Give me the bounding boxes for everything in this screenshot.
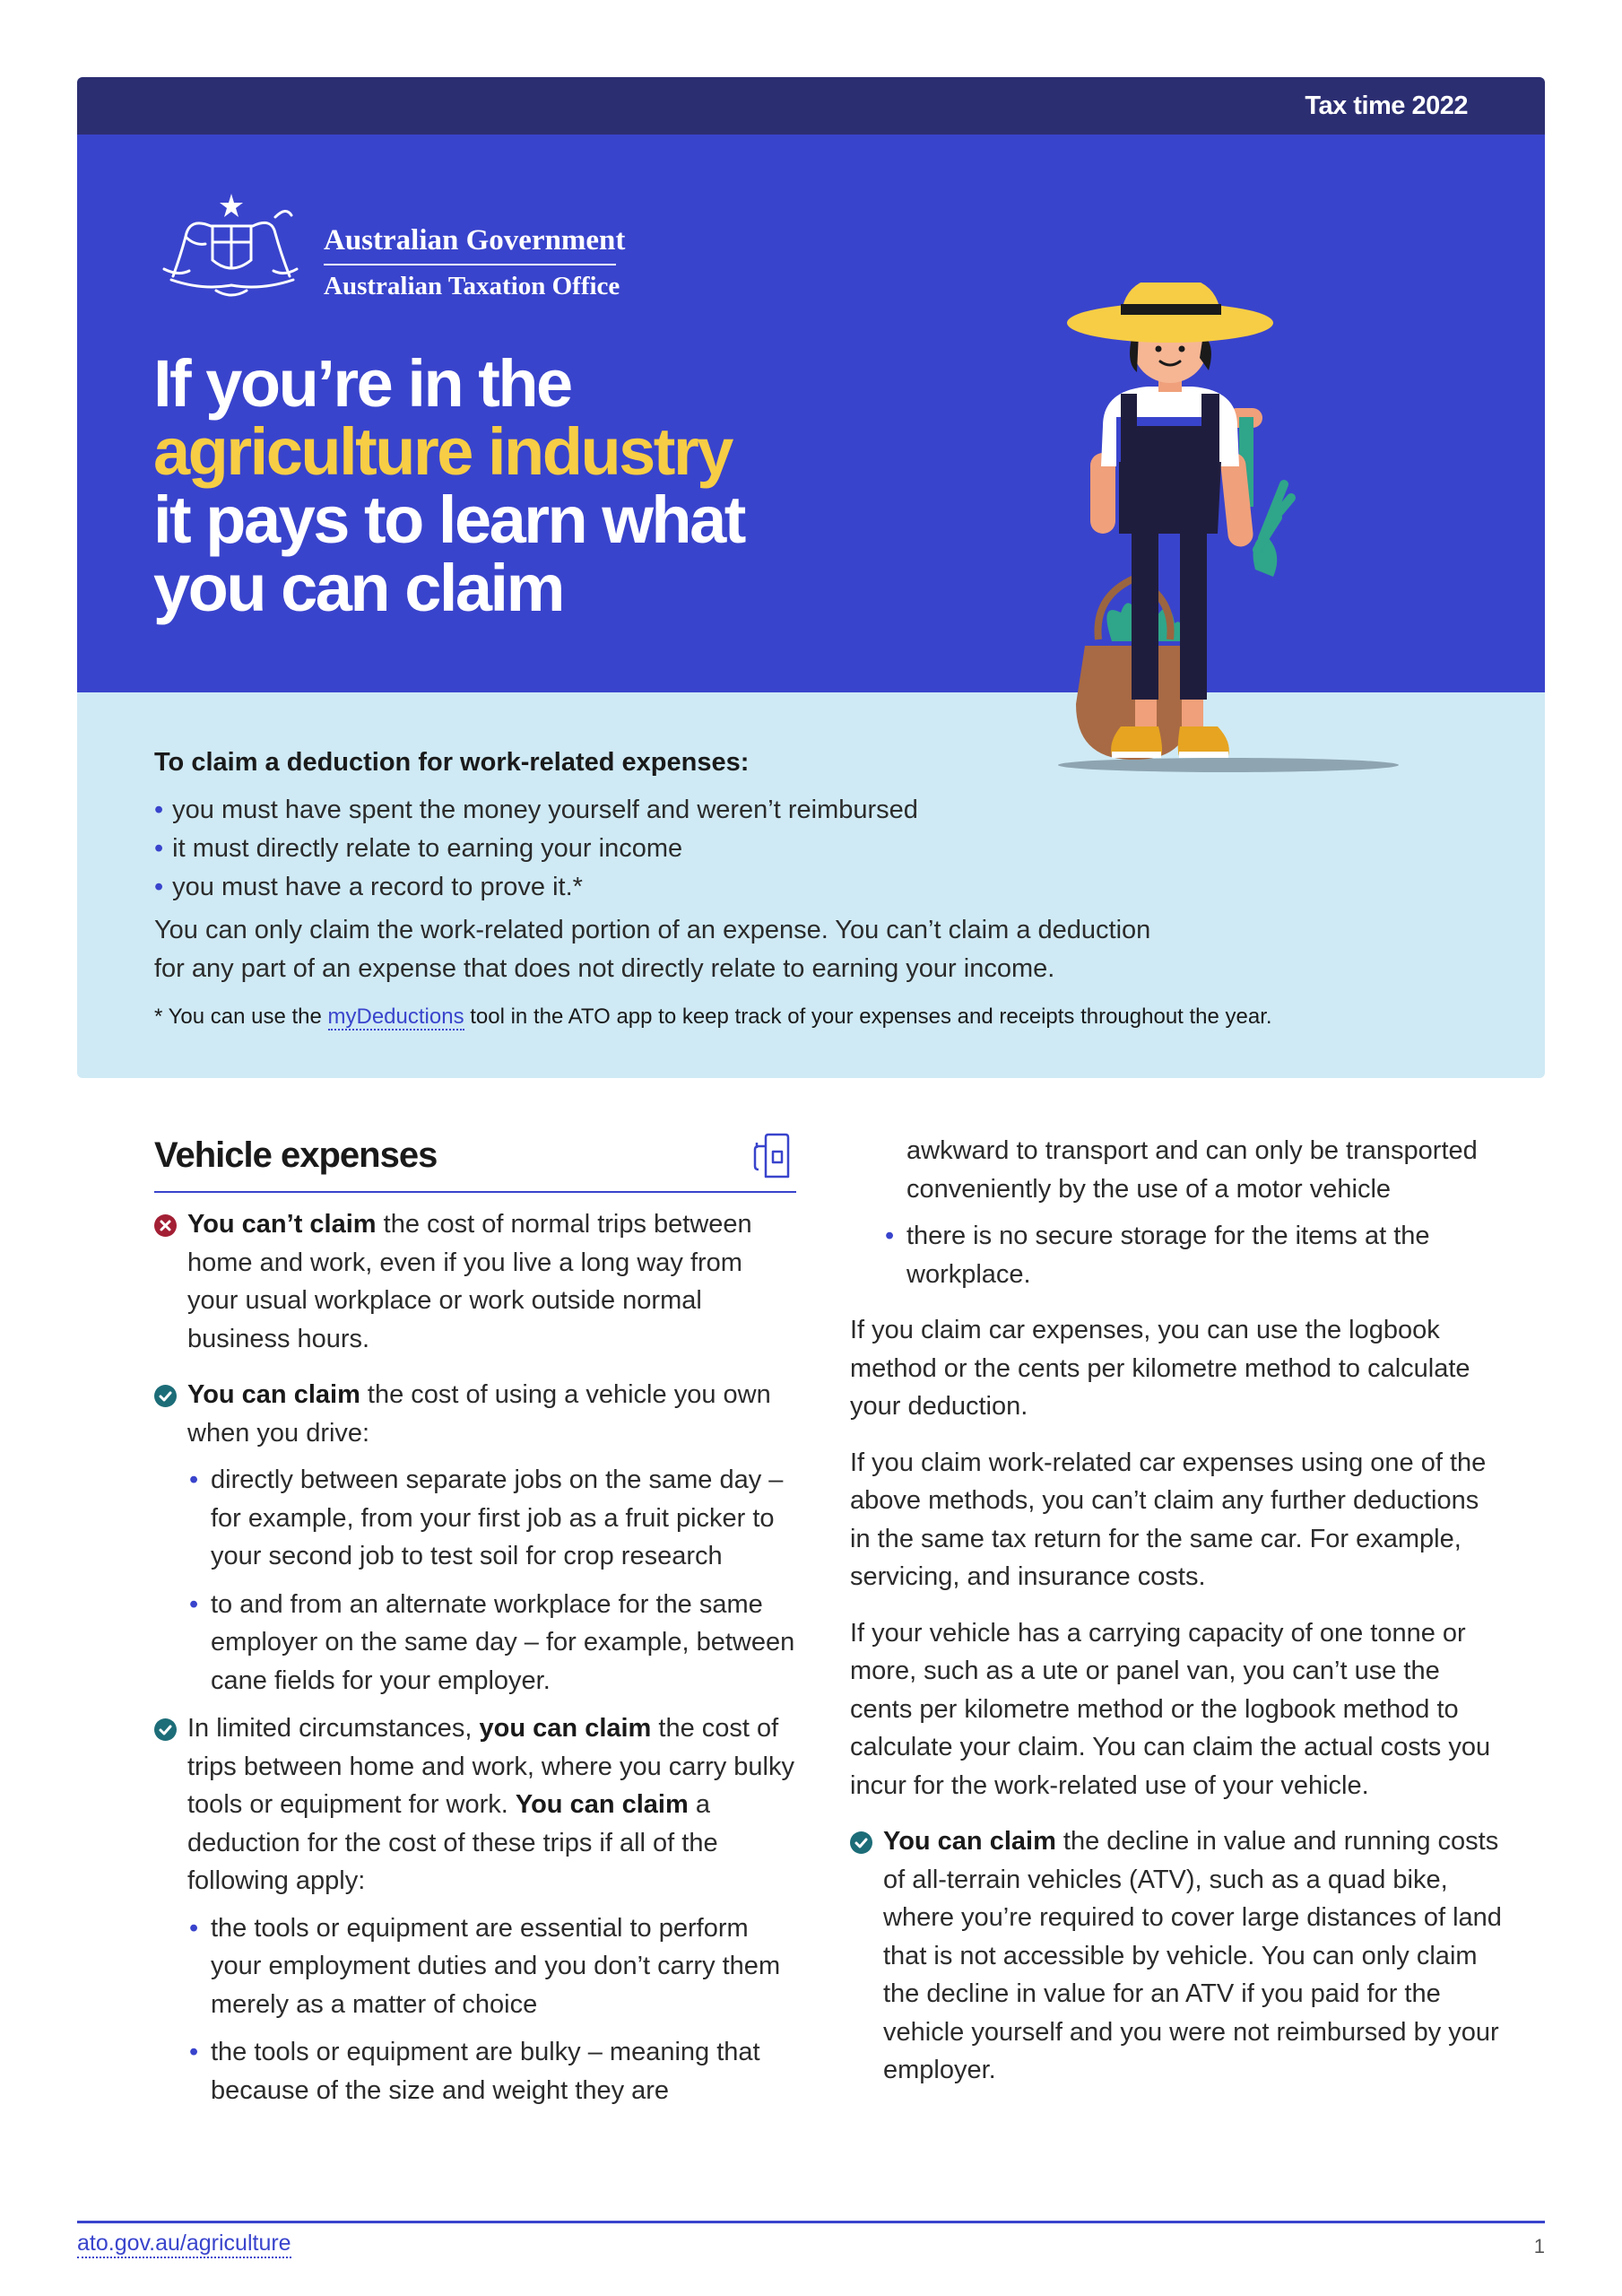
can-claim-item: You can claim the cost of using a vehicle you own when you drive: • directly between separate jobs on the same day – for example, from your first job as a fruit picker to your second job to test soil for crop research • to and from an alternate workplace for the same employer on the same day – for example, between cane fields for your employer. xyxy=(154,1376,796,1700)
list-item: • it must directly relate to earning your income xyxy=(154,834,683,863)
left-column xyxy=(154,1132,796,2119)
separate-jobs-list xyxy=(187,1461,796,1700)
car-expenses-paragraph: If you claim work-related car expenses using one of the above methods, you can’t claim any further deductions in the same tax return for the same car. For example, servicing, and insurance costs. xyxy=(850,1448,1487,1591)
agency-name: Australian Taxation Office xyxy=(324,272,620,300)
farmer-illustration xyxy=(1049,283,1408,780)
work-related-portion-text: You can only claim the work-related portion of an expense. You can’t claim a deduction for any part of an expense that does not directly relate to earning your income. xyxy=(154,916,1151,983)
section-title: Vehicle expenses xyxy=(154,1135,438,1175)
list-item: • the tools or equipment are bulky – meaning that because of the size and weight they are xyxy=(187,2033,796,2109)
tick-icon xyxy=(154,1718,177,1741)
tick-icon xyxy=(850,1831,872,1854)
list-item: • you must have spent the money yourself and weren’t reimbursed xyxy=(154,796,918,824)
list-item: • the tools or equipment are essential to perform your employment duties and you don’t carry them merely as a matter of choice xyxy=(187,1909,796,2024)
claim-box-title: To claim a deduction for work-related expenses: xyxy=(154,748,750,777)
claim-requirements-list xyxy=(154,791,918,907)
tick-icon xyxy=(154,1385,177,1407)
limited-circumstances-item: In limited circumstances, you can claim the cost of trips between home and work, where you carry bulky tools or equipment for work. You can claim a deduction for the cost of these trips if all of the following apply: • the tools or equipment are essential to perform your employment duties and you don’t carry them merely as a matter of choice • the tools or equipment are bulky – meaning that because of the size and weight they are xyxy=(154,1709,796,2109)
bulky-tools-list xyxy=(187,1909,796,2110)
section-header xyxy=(154,1132,796,1193)
headline-line-1: If you’re in the xyxy=(153,346,571,421)
coat-of-arms-icon xyxy=(153,190,310,305)
atv-claim-item: You can claim the decline in value and running costs of all-terrain vehicles (ATV), such as a quad bike, where you’re required to cover large distances of land that is not accessible by vehicle. You can only claim the decline in value for an ATV if you paid for the vehicle yourself and you were not reimbursed by your employer. xyxy=(850,1822,1505,2090)
cant-claim-item: You can’t claim the cost of normal trips between home and work, even if you live a long way from your usual workplace or work outside normal business hours. xyxy=(154,1205,796,1358)
footer-link[interactable]: ato.gov.au/agriculture xyxy=(77,2231,291,2258)
cross-icon xyxy=(154,1214,177,1237)
list-item: • there is no secure storage for the items at the workplace. xyxy=(850,1217,1505,1293)
mydeductions-link[interactable]: myDeductions xyxy=(327,1004,464,1029)
gov-name: Australian Government xyxy=(324,224,626,257)
page-number: 1 xyxy=(1533,2235,1545,2257)
list-item: • directly between separate jobs on the same day – for example, from your first job as a fruit picker to your second job to test soil for crop research xyxy=(187,1461,796,1576)
footer-divider xyxy=(77,2221,1545,2223)
headline-line-3: it pays to learn what xyxy=(153,483,744,557)
branding-divider xyxy=(324,264,616,265)
tax-time-label: Tax time 2022 xyxy=(1305,91,1468,120)
footnote: * You can use the myDeductions tool in the ATO app to keep track of your expenses and receipts throughout the year. xyxy=(154,1004,1272,1029)
list-item: • to and from an alternate workplace for the same employer on the same day – for example, between cane fields for your employer. xyxy=(187,1586,796,1700)
logbook-paragraph: If you claim car expenses, you can use the logbook method or the cents per kilometre method to calculate your deduction. xyxy=(850,1316,1470,1421)
carrying-capacity-paragraph: If your vehicle has a carrying capacity of one tonne or more, such as a ute or panel van, you can’t use the cents per kilometre method or the logbook method to calculate your claim. You can claim the actual costs you incur for the work-related use of your vehicle. xyxy=(850,1618,1491,1800)
headline-highlight: agriculture industry xyxy=(153,414,732,489)
fuel-pump-icon xyxy=(750,1132,794,1180)
list-item: • you must have a record to prove it.* xyxy=(154,873,583,901)
bulky-continuation: awkward to transport and can only be transported conveniently by the use of a motor vehicle xyxy=(906,1136,1478,1204)
right-column xyxy=(850,1132,1505,2090)
page-title xyxy=(153,346,853,625)
headline-line-4: you can claim xyxy=(153,551,563,625)
top-bar xyxy=(77,77,1545,135)
